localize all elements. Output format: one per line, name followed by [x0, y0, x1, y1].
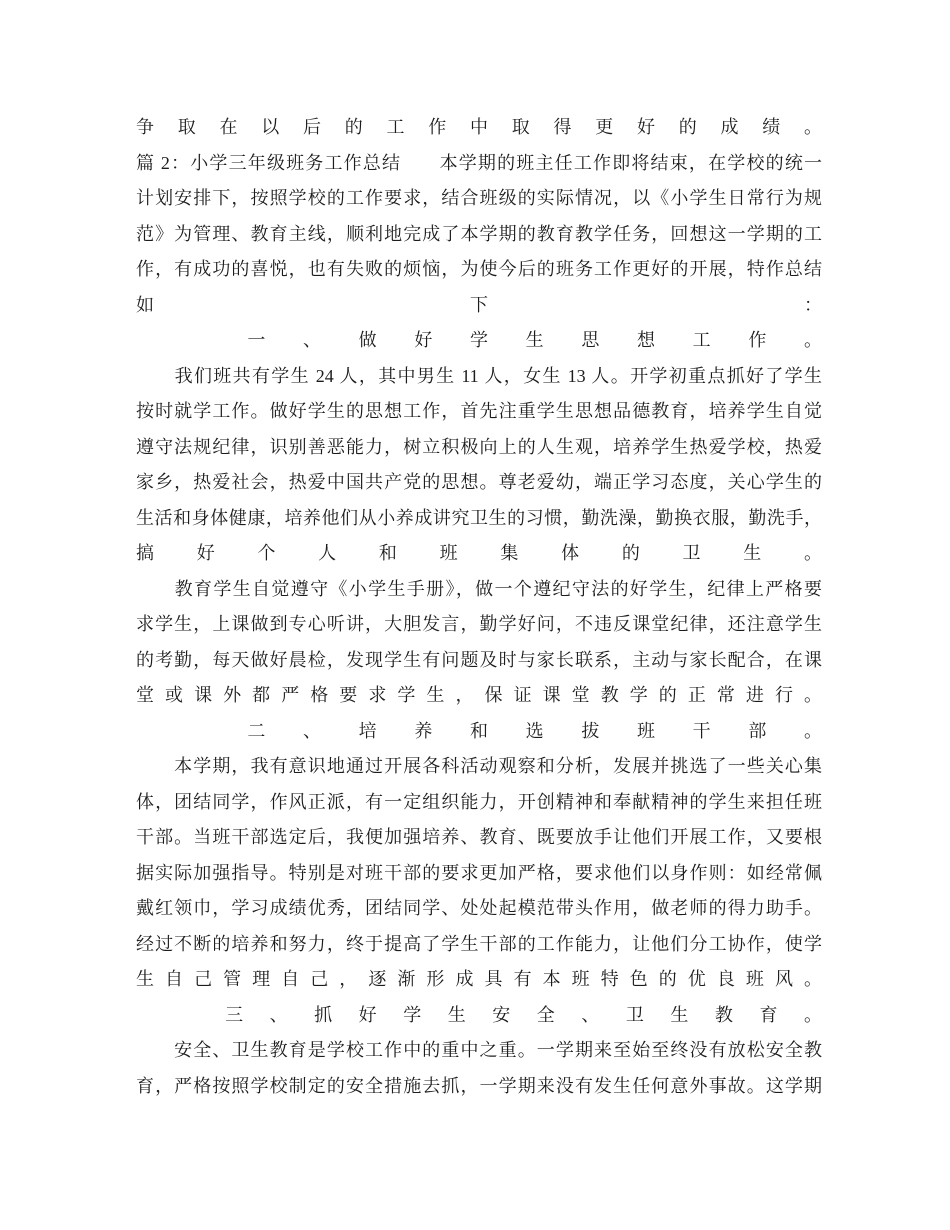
text-line: 范》为管理、教育主线，顺利地完成了本学期的教育教学任务，回想这一学期的工: [136, 223, 822, 244]
text-line: 三、抓好学生安全、卫生教育。: [136, 1004, 822, 1025]
text-line: 经过不断的培养和努力，终于提高了学生干部的工作能力，让他们分工协作，使学: [136, 933, 822, 954]
document-text-block: [136, 110, 822, 1104]
text-line: 本学期，我有意识地通过开展各科活动观察和分析，发展并挑选了一些关心集: [136, 756, 822, 776]
text-line: 生自己管理自己，逐渐形成具有本班特色的优良班风。: [136, 969, 822, 989]
text-line: 计划安排下，按照学校的工作要求，结合班级的实际情况，以《小学生日常行为规: [136, 188, 822, 208]
text-line: 体，团结同学，作风正派，有一定组织能力，开创精神和奉献精神的学生来担任班: [136, 791, 822, 812]
text-line: 家乡，热爱社会，热爱中国共产党的思想。尊老爱幼，端正学习态度，关心学生的: [136, 472, 822, 492]
text-line: 教育学生自觉遵守《小学生手册》，做一个遵纪守法的好学生，纪律上严格要: [136, 578, 822, 599]
text-line: 争取在以后的工作中取得更好的成绩。: [136, 117, 822, 137]
text-line: 求学生，上课做到专心听讲，大胆发言，勤学好问，不违反课堂纪律，还注意学生: [136, 614, 822, 634]
text-line: 堂或课外都严格要求学生，保证课堂教学的正常进行。: [136, 685, 822, 705]
text-line: 安全、卫生教育是学校工作中的重中之重。一学期来至始至终没有放松安全教: [136, 1040, 822, 1060]
text-line: 戴红领巾，学习成绩优秀，团结同学、处处起模范带头作用，做老师的得力助手。: [136, 898, 822, 918]
text-line: 育，严格按照学校制定的安全措施去抓，一学期来没有发生任何意外事故。这学期: [136, 1075, 822, 1096]
text-line: 按时就学工作。做好学生的思想工作，首先注重学生思想品德教育，培养学生自觉: [136, 401, 822, 421]
text-line: 遵守法规纪律，识别善恶能力，树立积极向上的人生观，培养学生热爱学校，热爱: [136, 436, 822, 457]
text-line: 如下：: [136, 294, 822, 315]
text-line: 据实际加强指导。特别是对班干部的要求更加严格，要求他们以身作则：如经常佩: [136, 862, 822, 883]
text-line: 干部。当班干部选定后，我便加强培养、教育、既要放手让他们开展工作，又要根: [136, 827, 822, 847]
text-line: 搞好个人和班集体的卫生。: [136, 543, 822, 563]
text-line: 作，有成功的喜悦，也有失败的烦恼，为使今后的班务工作更好的开展，特作总结: [136, 259, 822, 279]
text-line: 的考勤，每天做好晨检，发现学生有问题及时与家长联系，主动与家长配合，在课: [136, 649, 822, 670]
text-line: 篇 2：小学三年级班务工作总结 本学期的班主任工作即将结束，在学校的统一: [136, 152, 822, 173]
text-line: 生活和身体健康，培养他们从小养成讲究卫生的习惯，勤洗澡，勤换衣服，勤洗手，: [136, 507, 822, 528]
text-line: 二、培养和选拔班干部。: [136, 720, 822, 741]
text-line: 一、做好学生思想工作。: [136, 330, 822, 350]
text-line: 我们班共有学生 24 人，其中男生 11 人，女生 13 人。开学初重点抓好了学生: [136, 365, 822, 386]
